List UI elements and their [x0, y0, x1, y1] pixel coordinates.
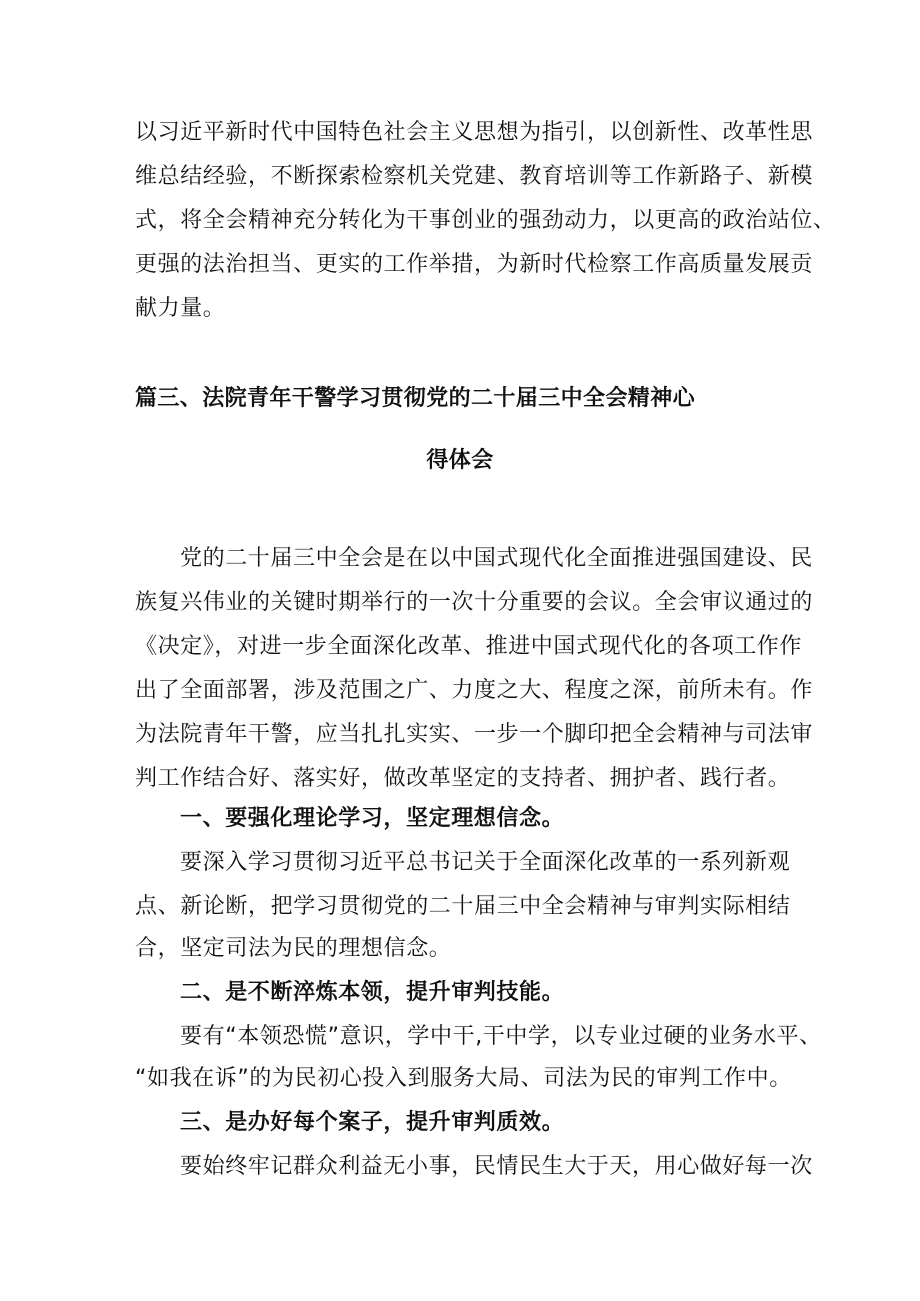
paragraph-line: 为法院青年干警，应当扎扎实实、一步一个脚印把全会精神与司法审	[135, 722, 814, 747]
paragraph-line: 以习近平新时代中国特色社会主义思想为指引，以创新性、改革性思	[135, 120, 814, 145]
paragraph-line: 维总结经验，不断探索检察机关党建、教育培训等工作新路子、新模	[135, 164, 814, 189]
paragraph-line: 要深入学习贯彻习近平总书记关于全面深化改革的一系列新观	[180, 850, 791, 875]
paragraph-line: 党的二十届三中全会是在以中国式现代化全面推进强国建设、民	[180, 546, 813, 571]
paragraph-line: 献力量。	[135, 296, 226, 321]
section-title-line-2: 得体会	[426, 448, 494, 473]
section-title-line-1: 篇三、法院青年干警学习贯彻党的二十届三中全会精神心	[135, 386, 696, 411]
paragraph-line: 判工作结合好、落实好，做改革坚定的支持者、拥护者、践行者。	[135, 766, 791, 791]
paragraph-line: 出了全面部署，涉及范围之广、力度之大、程度之深，前所未有。作	[135, 678, 814, 703]
paragraph-line: 《决定》，对进一步全面深化改革、推进中国式现代化的各项工作作	[135, 634, 803, 659]
point-2-heading: 二、是不断淬炼本领，提升审判技能。	[180, 980, 565, 1005]
point-1-heading: 一、要强化理论学习，坚定理想信念。	[180, 806, 565, 831]
paragraph-line: 族复兴伟业的关键时期举行的一次十分重要的会议。全会审议通过的	[135, 590, 814, 615]
paragraph-line: 合，坚定司法为民的理想信念。	[135, 936, 452, 961]
paragraph-line: “如我在诉”的为民初心投入到服务大局、司法为民的审判工作中。	[135, 1066, 792, 1091]
paragraph-line: 更强的法治担当、更实的工作举措，为新时代检察工作高质量发展贡	[135, 252, 814, 277]
paragraph-line: 要有“本领恐慌”意识，学中干,干中学，以专业过硬的业务水平、	[180, 1024, 822, 1049]
paragraph-line: 式，将全会精神充分转化为干事创业的强劲动力，以更高的政治站位、	[135, 208, 836, 233]
paragraph-line: 点、新论断，把学习贯彻党的二十届三中全会精神与审判实际相结	[135, 894, 791, 919]
paragraph-line: 要始终牢记群众利益无小事，民情民生大于天，用心做好每一次	[180, 1154, 813, 1179]
point-3-heading: 三、是办好每个案子，提升审判质效。	[180, 1110, 565, 1135]
